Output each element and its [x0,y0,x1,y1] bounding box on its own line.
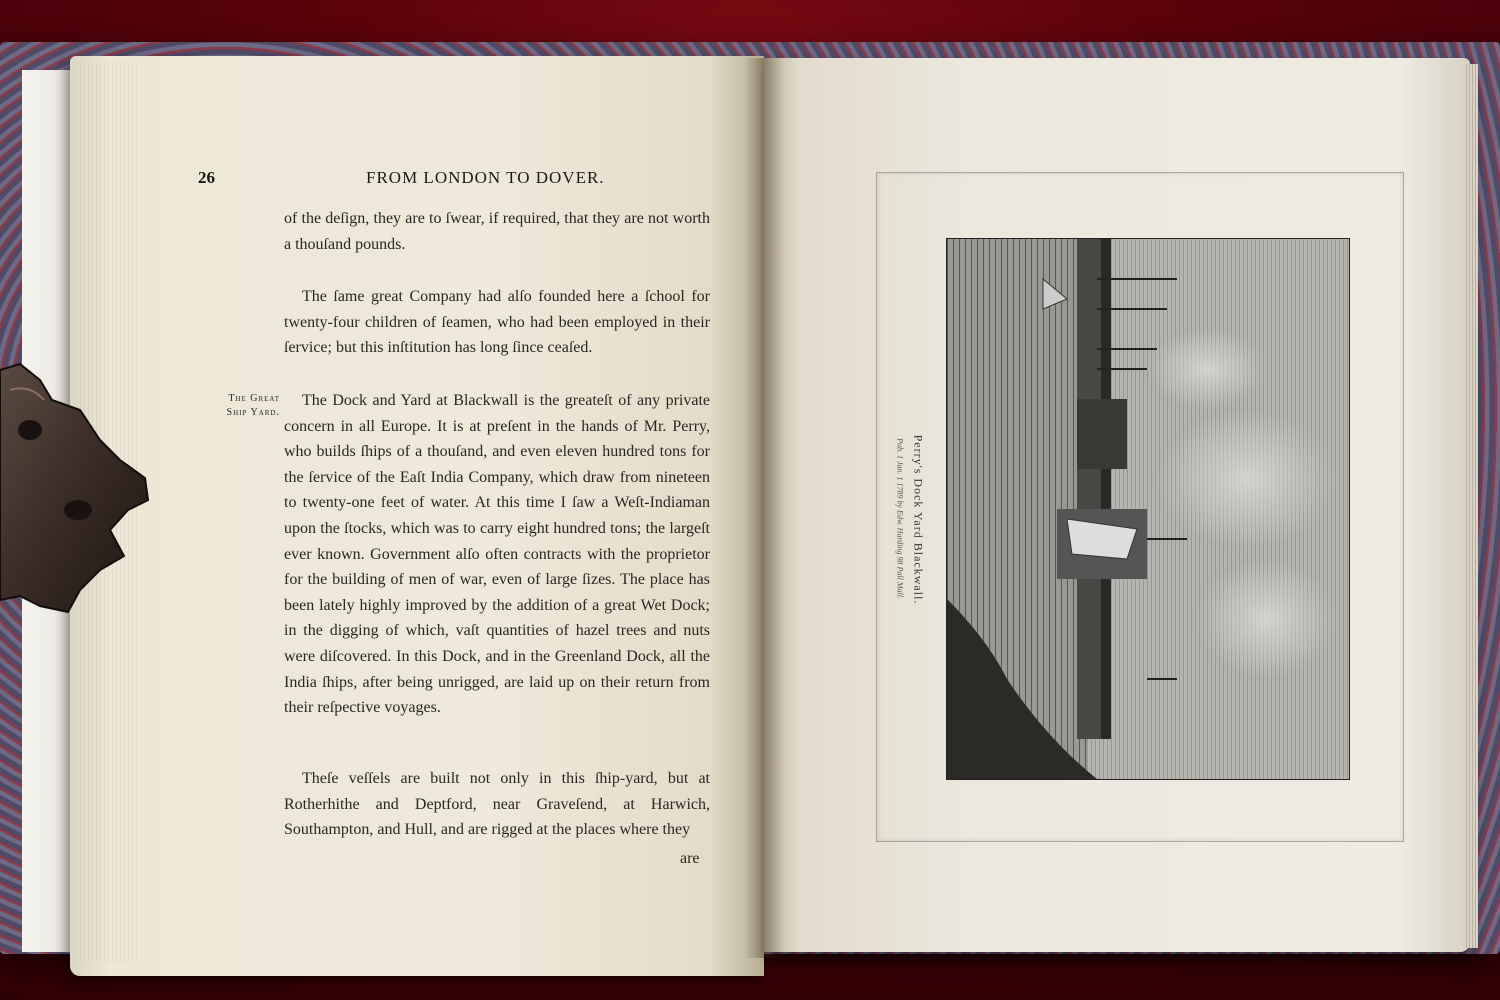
paragraph-3 [284,388,710,721]
paragraph-4 [284,766,710,843]
paragraph-2 [284,284,710,361]
running-head: FROM LONDON TO DOVER. [366,168,605,187]
metal-page-weight [0,360,150,620]
paragraph-text: The ſame great Company had alſo founded here a ſchool for twenty-four children of ſeamen, who had been employed in their ſervice; but this inſtitution has long ſince ceaſed. [284,288,710,357]
book-gutter [744,58,784,958]
paragraph-1 [284,206,710,257]
engraving-dockyard-image [946,238,1350,780]
right-page-block-edge [1464,64,1478,948]
paragraph-text: The Dock and Yard at Blackwall is the greateſt of any private concern in all Europe. It is at preſent in the hands of Mr. Perry, who builds ſhips of a thouſand, and even eleven hundred tons for the ſervice of the Eaſt India Company, which draw from nineteen to twenty-one feet of water. At this time I ſaw a Weſt-Indiaman upon the ſtocks, which was to carry eight hundred tons; the largeſt ever known. Government alſo often contracts with the proprietor for the building of men of war, even of large ſizes. The place has been lately highly improved by the addition of a great Wet Dock; in the digging of which, vaſt quantities of hazel trees and nuts were diſcovered. In this Dock, and in the Greenland Dock, all the India ſhips, after being unrigged, are laid up on their return from their reſpective voyages. [284,392,710,717]
paragraph-text: of the deſign, they are to ſwear, if required, that they are not worth a thouſand pounds. [284,210,710,253]
catchword: are [680,850,700,867]
side-note [200,392,280,420]
side-note-line-2: Ship Yard. [226,407,280,418]
paragraph-text: Theſe veſſels are built not only in this ſhip-yard, but at Rotherhithe and Deptford, near Graveſend, at Harwich, Southampton, and Hull, and are rigged at the places where they [284,770,710,839]
side-note-line-1: The Great [228,393,280,404]
plate-publisher-line: Pub. 1 Jan. 1 1789 by Edw. Harding 98 Pall Mall. [895,438,905,599]
plate-title: Perry's Dock Yard Blackwall. [911,434,926,605]
page-number: 26 [198,168,215,187]
